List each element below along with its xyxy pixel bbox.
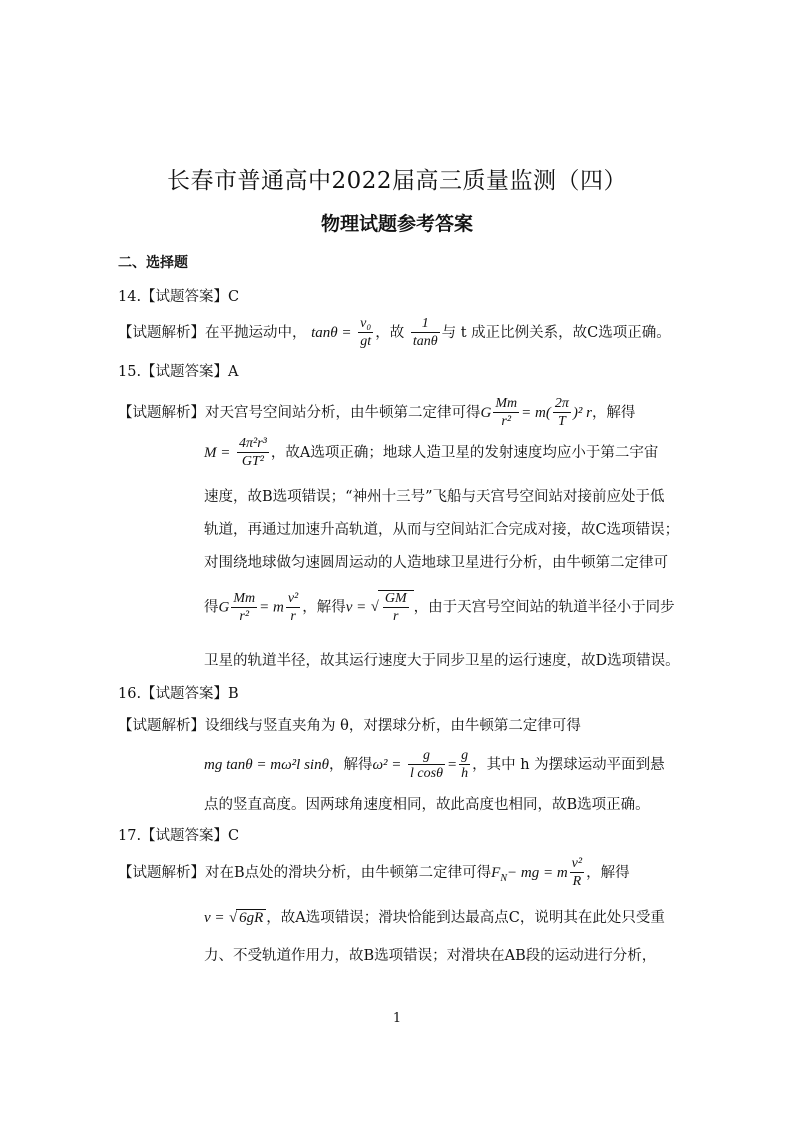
formula: − mg = m xyxy=(507,864,568,881)
fraction xyxy=(493,396,519,430)
fraction-numerator: v² xyxy=(570,856,584,873)
radicand xyxy=(378,590,414,625)
text: ，故 xyxy=(375,324,405,341)
formula: v = xyxy=(345,599,367,616)
text: 得 xyxy=(204,599,219,616)
analysis-label: 【试题解析】 xyxy=(118,864,205,881)
formula: mg tanθ = mω²l sinθ xyxy=(204,756,329,773)
fraction-denominator: r² xyxy=(501,414,512,430)
q16-analysis-line-3: 点的竖直高度。因两球角速度相同，故此高度也相同，故B选项正确。 xyxy=(204,797,650,813)
text: 对天宫号空间站分析，由牛顿第二定律可得 xyxy=(205,404,481,421)
fraction-denominator: tanθ xyxy=(412,334,438,350)
square-root: √ 6gR xyxy=(229,909,266,927)
page-number: 1 xyxy=(392,1011,402,1026)
text: ，故A选项错误；滑块恰能到达最高点C，说明其在此处只受重 xyxy=(266,910,665,926)
fraction-numerator: GM xyxy=(383,591,409,608)
fraction xyxy=(358,316,373,350)
page-title: 长春市普通高中2022届高三质量监测（四） xyxy=(166,168,628,194)
text: ，解得 xyxy=(586,864,630,881)
fraction-denominator: R xyxy=(572,874,582,890)
subscript: N xyxy=(500,872,507,884)
q15-analysis-line-5: 对围绕地球做匀速圆周运动的人造地球卫星进行分析，由牛顿第二定律可 xyxy=(204,555,668,571)
fraction xyxy=(237,436,269,470)
fraction-denominator: gt xyxy=(360,334,372,350)
fraction-numerator: g xyxy=(459,748,470,765)
text: ，解得 xyxy=(328,756,373,773)
fraction-denominator: r xyxy=(290,608,296,624)
q16-analysis-line-2 xyxy=(204,748,665,782)
text: 对在B点处的滑块分析，由牛顿第二定律可得 xyxy=(205,864,492,881)
formula: F xyxy=(491,864,501,881)
formula: ω² = xyxy=(372,756,402,773)
text: ，其中 h 为摆球运动平面到悬 xyxy=(472,756,665,773)
formula: tanθ = xyxy=(311,324,352,341)
fraction-numerator: Mm xyxy=(231,591,257,608)
section-heading: 二、选择题 xyxy=(118,255,188,271)
fraction-denominator: r xyxy=(393,609,399,625)
formula: = m xyxy=(259,599,284,616)
q15-analysis-line-2 xyxy=(204,436,658,470)
analysis-label: 【试题解析】 xyxy=(118,324,205,341)
q16-answer: 16.【试题答案】B xyxy=(118,686,239,702)
fraction xyxy=(383,591,409,625)
q15-analysis-line-7: 卫星的轨道半径，故其运行速度大于同步卫星的运行速度，故D选项错误。 xyxy=(204,653,680,669)
text: 设细线与竖直夹角为 θ，对摆球分析，由牛顿第二定律可得 xyxy=(205,718,581,734)
q15-analysis-line-4: 轨道，再通过加速升高轨道，从而与空间站汇合完成对接，故C选项错误； xyxy=(204,522,680,538)
fraction xyxy=(570,856,584,890)
fraction xyxy=(553,396,571,430)
symbol: G xyxy=(218,599,230,616)
q15-analysis-line-6 xyxy=(204,590,675,625)
fraction-numerator: 1 xyxy=(411,316,440,333)
q17-answer: 17.【试题答案】C xyxy=(118,828,240,844)
q15-answer: 15.【试题答案】A xyxy=(118,364,239,380)
text: ，解得 xyxy=(591,404,636,421)
square-root: √ $\frac{GM}{r}$ xyxy=(371,590,414,625)
formula: M = xyxy=(204,444,231,461)
page-subtitle: 物理试题参考答案 xyxy=(320,213,473,235)
analysis-label: 【试题解析】 xyxy=(118,718,205,734)
fraction-denominator: T xyxy=(557,414,566,430)
q17-analysis-line-2 xyxy=(204,906,665,927)
radicand: 6gR xyxy=(236,909,266,927)
fraction-numerator: Mm xyxy=(493,396,519,413)
fraction-numerator: 2π xyxy=(553,396,571,413)
fraction-denominator: l cosθ xyxy=(410,766,443,782)
fraction xyxy=(459,748,470,782)
fraction-denominator: r² xyxy=(239,608,250,624)
q15-analysis-line-1 xyxy=(118,396,635,430)
fraction-numerator: v₀ xyxy=(358,316,373,333)
fraction xyxy=(286,591,300,625)
text: 在平抛运动中， xyxy=(205,324,307,341)
fraction-denominator: h xyxy=(461,766,469,782)
text: ，故A选项正确；地球人造卫星的发射速度均应小于第二宇宙 xyxy=(270,444,659,461)
q14-analysis xyxy=(118,316,671,350)
q16-analysis-line-1 xyxy=(118,714,581,735)
fraction xyxy=(231,591,257,625)
q14-answer: 14.【试题答案】C xyxy=(118,289,240,305)
fraction-numerator: g xyxy=(408,748,445,765)
formula: = xyxy=(446,756,458,773)
analysis-label: 【试题解析】 xyxy=(118,404,205,421)
fraction-numerator: v² xyxy=(286,591,300,608)
text: 与 t 成正比例关系，故C选项正确。 xyxy=(441,324,671,341)
formula: v = xyxy=(204,910,225,926)
q17-analysis-line-1 xyxy=(118,856,630,890)
q17-analysis-line-3: 力、不受轨道作用力，故B选项错误；对滑块在AB段的运动进行分析， xyxy=(204,948,657,964)
text: ，解得 xyxy=(302,599,346,616)
formula: )² r xyxy=(572,404,592,421)
formula: = m( xyxy=(521,404,551,421)
fraction-denominator: GT² xyxy=(241,454,264,470)
fraction xyxy=(411,316,440,350)
fraction-numerator: 4π²r³ xyxy=(237,436,269,453)
text: ，由于天宫号空间站的轨道半径小于同步 xyxy=(413,599,675,616)
q15-analysis-line-3: 速度，故B选项错误；“神州十三号”飞船与天宫号空间站对接前应处于低 xyxy=(204,489,665,505)
symbol: G xyxy=(480,404,492,421)
fraction xyxy=(408,748,445,782)
